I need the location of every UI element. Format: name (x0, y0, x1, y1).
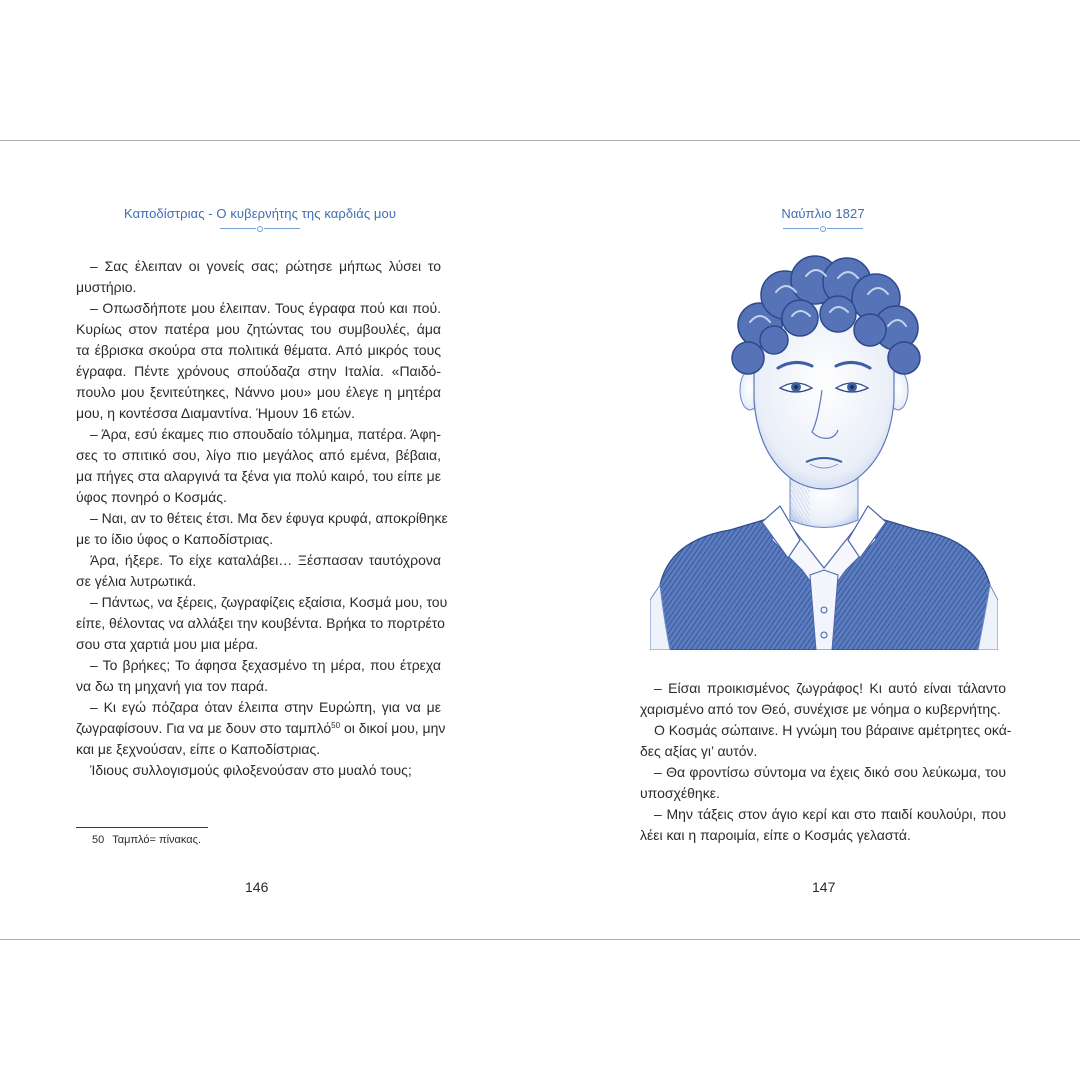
text-line: Άρα, ήξερε. Το είχε καταλάβει… Ξέσπασαν ταυτόχρονα (90, 552, 441, 568)
boy-portrait-sketch (650, 240, 998, 650)
right-body-text (640, 678, 1012, 846)
text-line: ύφος πονηρό ο Κοσμάς. (76, 489, 227, 505)
text-line: – Οπωσδήποτε μου έλειπαν. Τους έγραφα πού και πού. (90, 300, 441, 316)
left-head-ornament (220, 224, 300, 234)
text-line: σε γέλια λυτρωτικά. (76, 573, 197, 589)
text-line: μυστήριο. (76, 279, 137, 295)
text-line: να δω τη μηχανή για τον παρά. (76, 678, 269, 694)
text-line: – Σας έλειπαν οι γονείς σας; ρώτησε μήπως λύσει το (90, 258, 441, 274)
text-line: είπε, θέλοντας να αλλάξει την κουβέντα. Βρήκα το πορτρέτο (76, 615, 445, 631)
text-line: πουλο μου ξενιτεύτηκες, Νάννο μου» μου έλεγε η μητέρα (76, 384, 441, 400)
text-line: Ίδιους συλλογισμούς φιλοξενούσαν στο μυαλό τους; (90, 762, 412, 778)
text-line: – Άρα, εσύ έκαμες πιο σπουδαίο τόλμημα, πατέρα. Άφη- (90, 426, 441, 442)
text-line: σες το σπιτικό σου, λίγο πιο μεγάλος από εμένα, βέβαια, (76, 447, 441, 463)
left-running-head: Καποδίστριας - Ο κυβερνήτης της καρδιάς μου (123, 206, 397, 221)
text-line: – Μην τάξεις στον άγιο κερί και στο παιδί κουλούρι, που (654, 806, 1006, 822)
text-line: τα έβρισκα σκούρα στα πολιτικά θέματα. Από μικρός τους (76, 342, 441, 358)
text-line: σου στα χαρτιά μου μια μέρα. (76, 636, 259, 652)
right-running-head: Ναύπλιο 1827 (781, 206, 865, 221)
left-page-number: 146 (245, 879, 269, 895)
text-line: μου, η κοντέσσα Διαμαντίνα. Ήμουν 16 ετών. (76, 405, 356, 421)
text-line: Κυρίως στον πατέρα μου ζητώντας του συμβουλές, άμα (76, 321, 441, 337)
footnote-marker: 50 (331, 721, 341, 730)
footnote (92, 834, 201, 846)
left-body-text (76, 256, 448, 781)
right-head-ornament (783, 224, 863, 234)
text-line: μα πήγες στα αλαργινά τα ξένα για πολύ καιρό, του είπε με (76, 468, 441, 484)
text-line: – Πάντως, να ξέρεις, ζωγραφίζεις εξαίσια, Κοσμά μου, του (90, 594, 448, 610)
text-line: έγραφα. Πέντε χρόνους σπούδαζα στην Ιταλία. «Παιδό- (76, 363, 441, 379)
text-line: – Κι εγώ πόζαρα όταν έλειπα στην Ευρώπη, για να με (90, 699, 441, 715)
footnote-rule (76, 827, 208, 828)
page-top-rule (0, 140, 1080, 141)
text-line: λέει και η παροιμία, είπε ο Κοσμάς γελαστά. (640, 827, 911, 843)
text-line: χαρισμένο από τον Θεό, συνέχισε με νόημα ο κυβερνήτης. (640, 701, 1001, 717)
footnote-number: 50 (92, 834, 105, 846)
text-line: με το ίδιο ύφος ο Καποδίστριας. (76, 531, 274, 547)
text-line: – Ναι, αν το θέτεις έτσι. Μα δεν έφυγα κρυφά, αποκρίθηκε (90, 510, 448, 526)
footnote-text: Ταμπλό= πίνακας. (112, 834, 201, 846)
text-line-with-footnote: ζωγραφίσουν. Για να με δουν στο ταμπλό$^{50}$ οι δικοί μου, μην (76, 720, 446, 736)
page-bottom-rule (0, 939, 1080, 940)
text-line: υποσχέθηκε. (640, 785, 720, 801)
text-line: Ο Κοσμάς σώπαινε. Η γνώμη του βάραινε αμέτρητες οκά- (654, 722, 1012, 738)
text-line: δες αξίας γι’ αυτόν. (640, 743, 758, 759)
text-line: και με ξεχνούσαν, είπε ο Καποδίστριας. (76, 741, 321, 757)
text-line: – Είσαι προικισμένος ζωγράφος! Κι αυτό είναι τάλαντο (654, 680, 1006, 696)
text-line: – Το βρήκες; Το άφησα ξεχασμένο τη μέρα, που έτρεχα (90, 657, 441, 673)
text-line: – Θα φροντίσω σύντομα να έχεις δικό σου λεύκωμα, του (654, 764, 1006, 780)
right-page-number: 147 (812, 879, 836, 895)
